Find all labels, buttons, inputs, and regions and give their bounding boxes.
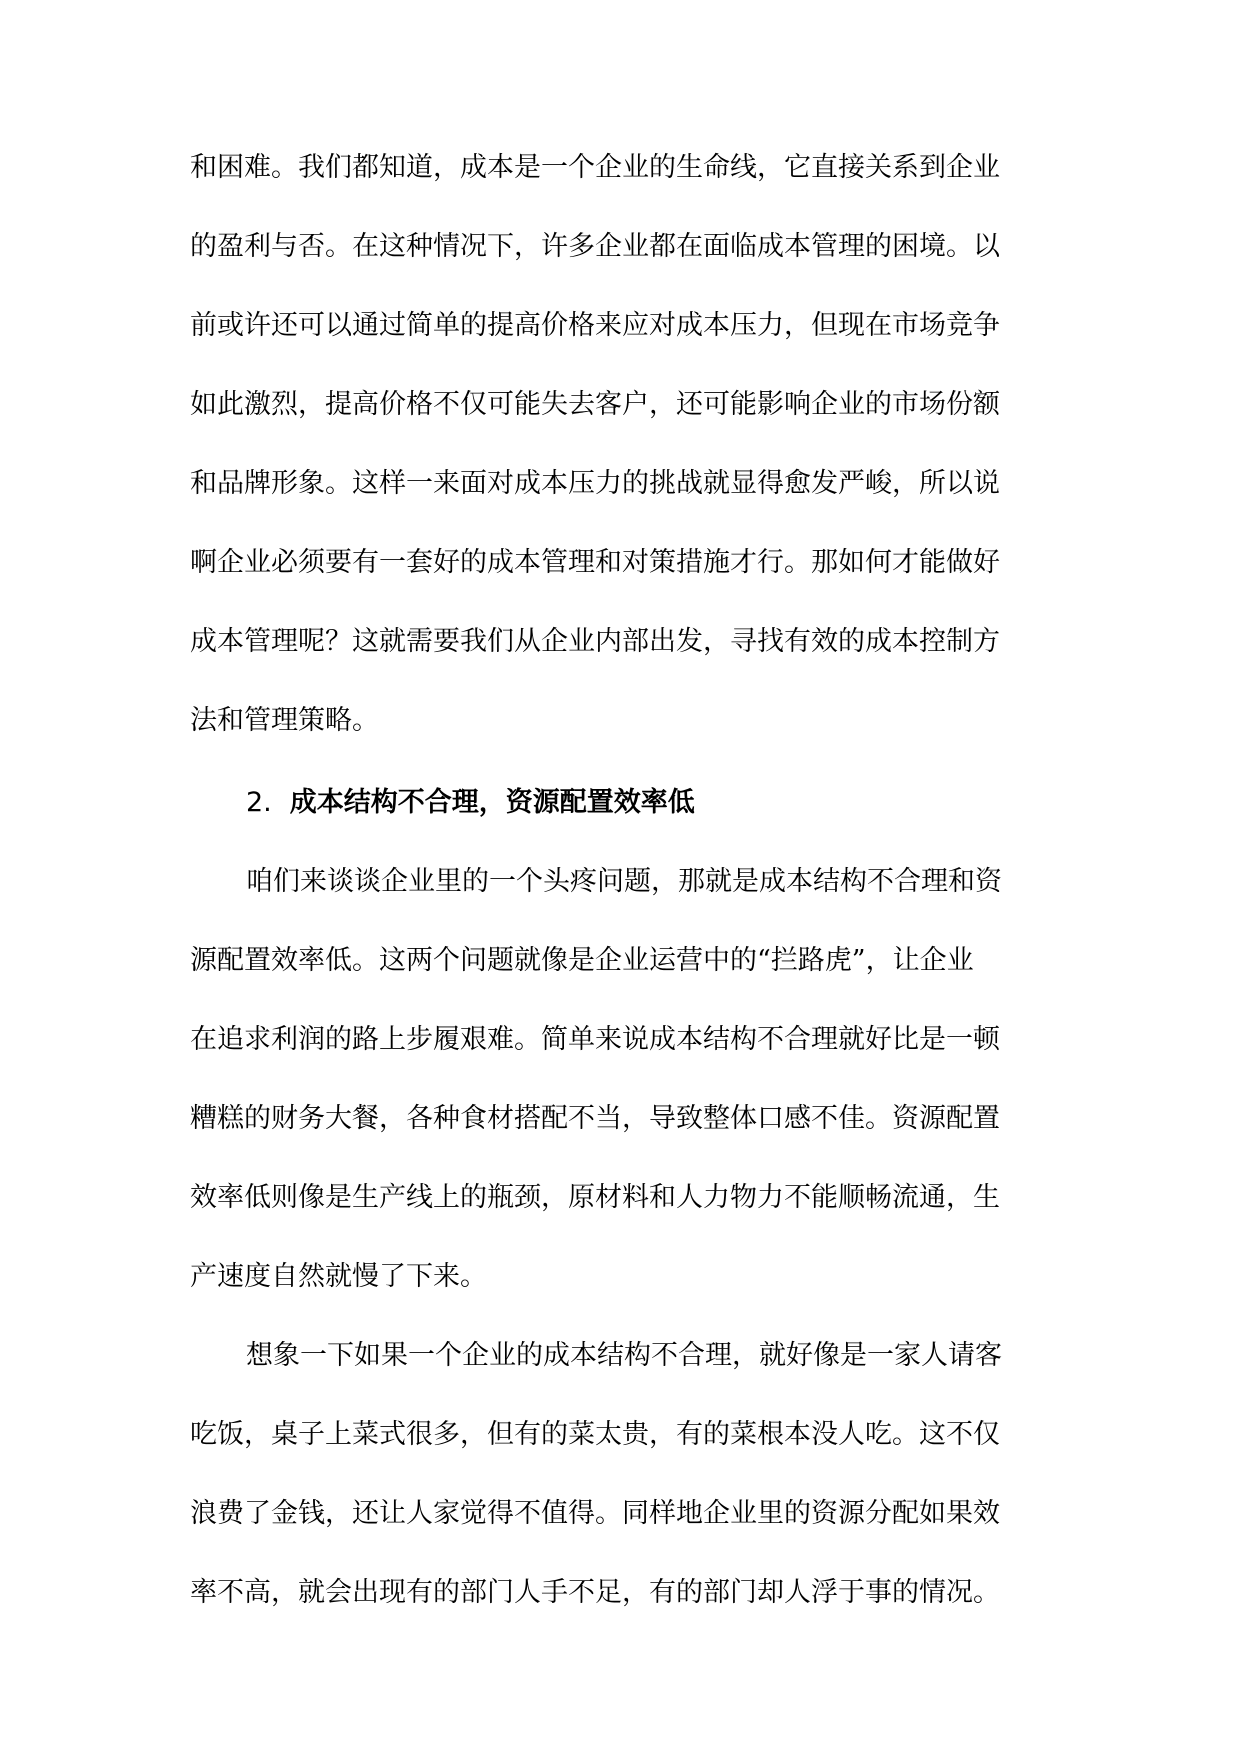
text-line: 如此激烈，提高价格不仅可能失去客户，还可能影响企业的市场份额 (190, 389, 1000, 420)
section-number: 2. (246, 787, 272, 818)
section-title: 成本结构不合理，资源配置效率低 (289, 787, 695, 818)
text-line: 率不高，就会出现有的部门人手不足，有的部门却人浮于事的情况。 (190, 1577, 1000, 1608)
text-line: 想象一下如果一个企业的成本结构不合理，就好像是一家人请客 (246, 1340, 1002, 1371)
text-line: 法和管理策略。 (190, 705, 379, 736)
text-line: 和困难。我们都知道，成本是一个企业的生命线，它直接关系到企业 (190, 152, 1000, 183)
text-line: 和品牌形象。这样一来面对成本压力的挑战就显得愈发严峻，所以说 (190, 468, 1000, 499)
text-line: 源配置效率低。这两个问题就像是企业运营中的“拦路虎”，让企业 (190, 945, 974, 976)
text-line: 的盈利与否。在这种情况下，许多企业都在面临成本管理的困境。以 (190, 231, 1000, 262)
text-line: 浪费了金钱，还让人家觉得不值得。同样地企业里的资源分配如果效 (190, 1498, 1000, 1529)
text-line: 效率低则像是生产线上的瓶颈，原材料和人力物力不能顺畅流通，生 (190, 1182, 1000, 1213)
text-line: 咱们来谈谈企业里的一个头疼问题，那就是成本结构不合理和资 (246, 866, 1002, 897)
text-line: 吃饭，桌子上菜式很多，但有的菜太贵，有的菜根本没人吃。这不仅 (190, 1419, 1000, 1450)
text-line: 前或许还可以通过简单的提高价格来应对成本压力，但现在市场竞争 (190, 310, 1000, 341)
text-line: 啊企业必须要有一套好的成本管理和对策措施才行。那如何才能做好 (190, 547, 1000, 578)
text-line: 产速度自然就慢了下来。 (190, 1261, 487, 1292)
text-line: 成本管理呢？这就需要我们从企业内部出发，寻找有效的成本控制方 (190, 626, 1000, 657)
section-heading (246, 783, 695, 823)
text-line: 在追求利润的路上步履艰难。简单来说成本结构不合理就好比是一顿 (190, 1024, 1000, 1055)
text-line: 糟糕的财务大餐，各种食材搭配不当，导致整体口感不佳。资源配置 (190, 1103, 1000, 1134)
